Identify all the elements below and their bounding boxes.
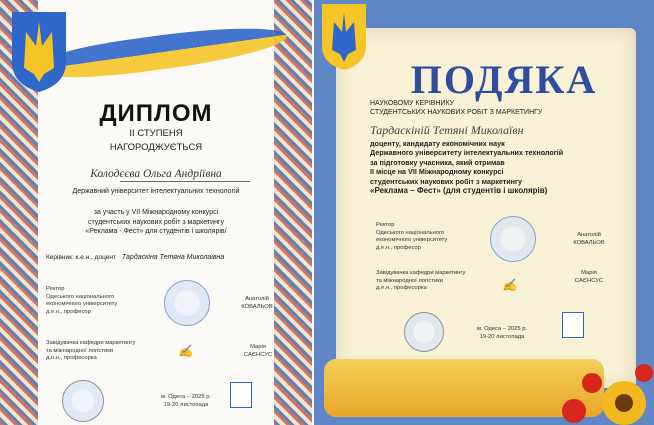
body-line: студентських наукових робіт з маркетингу [370,176,523,186]
head-name [236,344,280,359]
body-line: II місце на VII Міжнародному конкурсі [370,167,504,177]
place-date: м. Одеса – 2025 р. [476,326,528,332]
sunflowers-poppies-decoration [534,325,654,425]
diploma-title: ДИПЛОМ [99,100,213,127]
right-ornament-border [272,0,312,425]
participation-line: студентських наукових робіт з маркетингу [88,218,224,226]
last-name: КОВАЛЬОВ [241,303,273,310]
recipient-name: Тардаскіній Тетяні Миколаївн [370,123,524,137]
event-dates: 19-20 листопада [479,333,525,340]
university-name: Державний університет інтелектуальних технологій [72,188,240,195]
stamp-seal [404,312,444,352]
stamp-seal [62,380,104,422]
body-line: за підготовку учасника, який отримав [370,157,505,167]
credential-line: Одеського національного [376,229,445,236]
head-credentials [46,340,176,363]
degree-label: II СТУПЕНЯ [129,128,183,139]
last-name: КОВАЛЬОВ [573,239,605,246]
rector-credentials [46,286,156,316]
credential-line: економічного університету [376,237,448,243]
last-name: САЄНСУС [574,277,604,284]
credential-line: та міжнародної логістики [46,347,113,354]
first-name: Марія [581,270,597,276]
addressee-line: СТУДЕНТСЬКИХ НАУКОВИХ РОБІТ З МАРКЕТИНГУ [370,109,543,116]
credential-line: Ректор [46,286,65,292]
first-name: Марія [250,344,266,350]
university-seal [490,216,536,262]
rector-name [232,296,282,311]
addressee-line: НАУКОВОМУ КЕРІВНИКУ [370,100,455,107]
first-name: Анатолій [245,296,269,302]
body-line: доценту, кандидату економічних наук [370,139,505,148]
underline [120,181,250,182]
awarded-label: НАГОРОДЖУЄТЬСЯ [109,142,203,153]
date-block [452,326,552,341]
credential-line: д.е.н., професорка [376,285,427,291]
recipient-name: Колодєєва Ольга Андріївна [90,168,222,180]
diploma-certificate [0,0,312,425]
place-date: м. Одеса – 2025 р. [160,394,212,400]
logo-icon [230,382,252,408]
supervisor [46,254,276,261]
credential-line: д.н.н., професорка [46,355,97,361]
credential-line: д.е.н., професор [376,244,421,251]
first-name: Анатолій [577,232,601,238]
body-line: Державного університету інтелектуальних технологій [370,148,564,158]
supervisor-label: Керівник: к.е.н., доцент [46,254,116,261]
credential-line: економічного університету [46,301,118,307]
last-name: САЄНСУС [243,351,273,358]
thanks-title: ПОДЯКА [410,57,598,102]
signature: ✍ [502,278,517,292]
signature: ✍ [178,344,193,358]
university-seal [164,280,210,326]
thanks-certificate [314,0,654,425]
coat-of-arms-icon [318,2,370,72]
credential-line: Одеського національного [46,293,115,300]
credential-line: та міжнародної логістики [376,277,443,284]
head-name [564,270,614,285]
thanks-body [370,139,640,195]
credential-line: Ректор [376,222,395,228]
supervisor-name: Тардаскіна Тетяна Миколаївна [121,254,225,261]
participation-line: «Реклама - Фест» для студентів і школярів/ [85,228,227,235]
rector-name [564,232,614,247]
participation-text [38,208,274,237]
head-credentials [376,270,506,293]
date-block [136,394,236,409]
logo-icon [562,312,584,338]
coat-of-arms-icon [6,8,72,94]
rector-credentials [376,222,496,252]
participation-line: за участь у VII Міжнародному конкурсі [93,209,219,216]
body-line: «Реклама – Фест» (для студентів і школярів) [370,186,548,196]
credential-line: д.е.н., професор [46,308,91,315]
event-dates: 19-20 листопада [163,401,209,408]
credential-line: Завідувачка кафедри маркетингу [46,340,136,346]
credential-line: Завідувачка кафедри маркетингу [376,270,466,276]
